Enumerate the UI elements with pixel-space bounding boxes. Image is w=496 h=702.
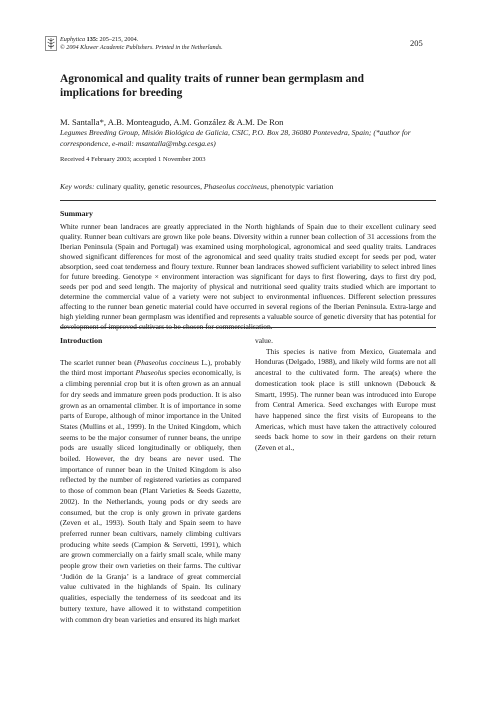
intro-p1-genus: Phaseolus: [135, 368, 167, 378]
divider: [60, 327, 436, 328]
introduction-heading: Introduction: [60, 336, 103, 345]
affiliation: Legumes Breeding Group, Misión Biológica de Galicia, CSIC, P.O. Box 28, 36080 Pontevedra, Spain; (*author for correspondence, e-mail: msantalla@mbg.cesga.es): [60, 128, 411, 148]
intro-paragraph-1: [60, 358, 241, 626]
intro-p1-a: The scarlet runner bean (: [60, 357, 137, 367]
journal-citation: [60, 36, 320, 51]
paper-title: Agronomical and quality traits of runner bean germplasm and implications for breeding: [60, 73, 364, 99]
intro-p1-b: L.), probably the third most important: [60, 357, 241, 378]
journal-name: Euphytica: [60, 36, 86, 43]
keywords-text-b: , phenotypic variation: [266, 182, 334, 191]
journal-volume: 135:: [86, 36, 98, 43]
page-number: 205: [410, 38, 423, 48]
keywords: [60, 182, 440, 191]
summary-text: White runner bean landraces are greatly appreciated in the North highlands of Spain due to their excellent culinary seed quality. Runner bean cultivars are grown like pole beans. Diversity within a runner bean collection of 31 accessions from the Iberian Peninsula (Spain and Portugal) was examined using morphological, agronomical and seed quality traits. Landraces showed significant differences for most of the agronomical and seed quality traits studied except for seeds per pod, water absorption, seed coat tenderness and floury texture. Runner bean landraces showed sufficient variability to select inbred lines for future breeding. Genotype × environment interaction was significant for days to first flowering, days to first dry pod, seeds per pod and seed length. The majority of physical and nutritional seed quality traits studied which are important to determine the commercial value of a variety were not subject to environmental influences. Different selection pressures affecting to the runner bean genetic material could have occurred in several regions of the Iberian Peninsula. Extra-large and high yielding runner bean germplasm was identified and represents a valuable source of genetic diversity that has potential for development of improved cultivars to be chosen for commercialisation.: [60, 222, 436, 332]
keywords-text-a: culinary quality, genetic resources,: [94, 182, 204, 191]
divider: [60, 200, 436, 201]
intro-paragraph-1-continued: value.: [255, 336, 273, 345]
publisher-logo-icon: [45, 36, 57, 51]
intro-p1-c: species economically, is a climbing perennial crop but it is often grown as an annual for dry seeds and immature green pods production. It is also grown as an ornamental climber. It is of importance in some parts of Europe, although of minor importance in the United States (Mullins et al., 1999). In the United Kingdom, which seems to be the major consumer of runner beans, the unripe pods are usually sliced longitudinally or obliquely, then boiled. However, the dry beans are never used. The importance of runner bean in the United Kingdom is also reflected by the number of registered varieties as compared to those of common bean (Plant Varieties & Seeds Gazette, 2002). In the Netherlands, young pods or dry seeds are consumed, but the crop is only grown in private gardens (Zeven et al., 1993). South Italy and Spain seem to have preferred runner bean cultivars, namely climbing cultivars producing white seeds (Campion & Servetti, 1991), which are grown commercially on a fairly small scale, while many people grow their own varieties on their farms. The cultivar ‘Judión de la Granja’ is a landrace of great commercial value cultivated in the highlands of Spain. Its culinary qualities, especially the tenderness of its seedcoat and its buttery texture, have allowed it to withstand competition with common dry bean varieties and ensured its high market: [60, 368, 241, 624]
summary-heading: Summary: [60, 209, 93, 218]
copyright-line: © 2004 Kluwer Academic Publishers. Printed in the Netherlands.: [60, 43, 223, 51]
journal-pages: 205–215, 2004.: [99, 36, 139, 43]
intro-column-right: [255, 336, 436, 454]
intro-column-left: [60, 336, 241, 625]
received-date: Received 4 February 2003; accepted 1 November 2003: [60, 156, 206, 163]
intro-p1-species: Phaseolus coccineus: [136, 357, 199, 367]
keywords-label: Key words:: [60, 182, 95, 191]
intro-paragraph-2: This species is native from Mexico, Guatemala and Honduras (Delgado, 1988), and likely wild forms are not all ancestral to the cultivated form. The area(s) where the domestication took place is still unknown (Debouck & Smartt, 1995). The runner bean was introduced into Europe from Central America. Seed exchanges with Europe must have happened since the first visits of Europeans to the Americas, which must have taken the attractively coloured seeds back home to sow in their gardens on their return (Zeven et al.,: [255, 346, 436, 453]
keywords-species: Phaseolus coccineus: [203, 182, 267, 191]
author-list: M. Santalla*, A.B. Monteagudo, A.M. González & A.M. De Ron: [60, 117, 284, 127]
